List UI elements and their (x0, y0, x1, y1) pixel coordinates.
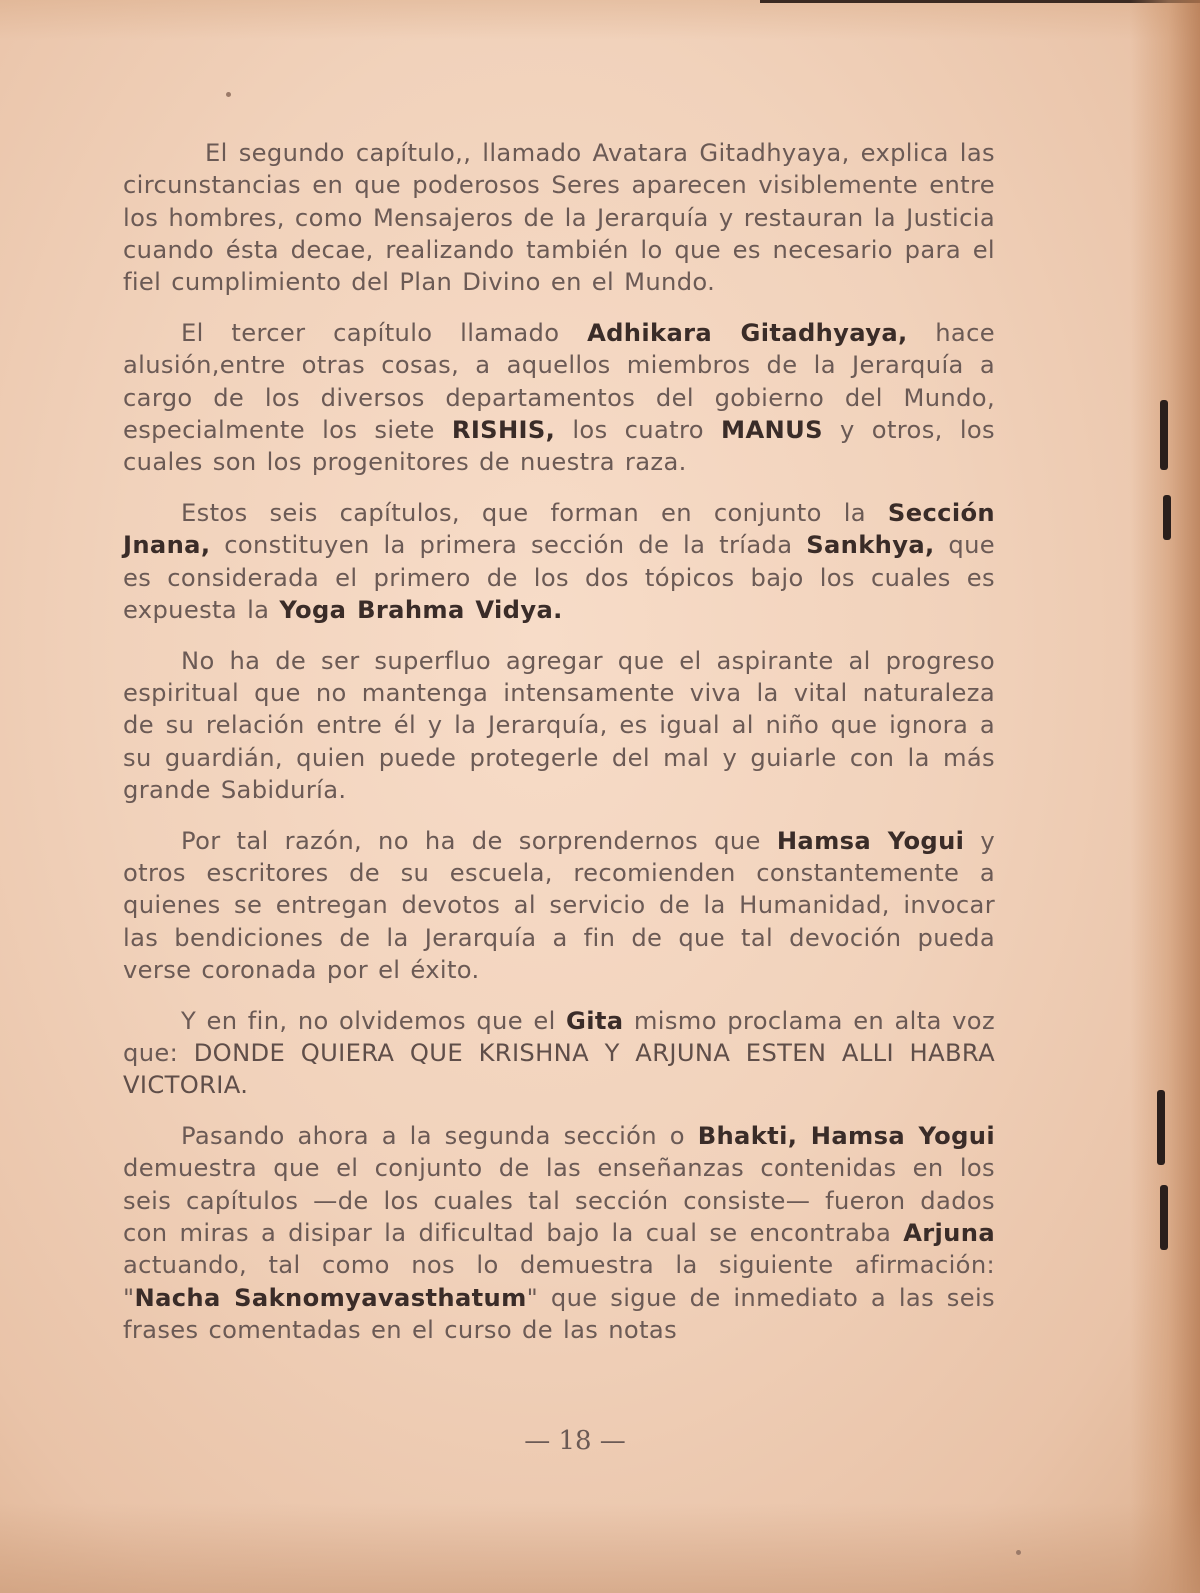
text-run: y otros escritores de su escuela, recomienden constantemente a quienes se entregan devotos al servicio de la Humanidad, invocar las bendiciones de la Jerarquía a fin de que tal devoción pueda verse coronada por el éxito. (123, 826, 995, 984)
text-run: Por tal razón, no ha de sorprendernos que (181, 826, 777, 855)
bold-term: RISHIS, (451, 415, 556, 444)
bold-term: Bhakti, Hamsa Yogui (697, 1122, 995, 1151)
paragraph (123, 825, 995, 986)
text-run: Estos seis capítulos, que forman en conjunto la (181, 498, 888, 527)
binding-staple (1160, 1185, 1168, 1250)
paragraph (123, 497, 995, 626)
binding-edge-shade (1130, 0, 1200, 1593)
bold-term: Yoga Brahma Vidya. (279, 595, 563, 624)
paper-speck (1016, 1550, 1021, 1555)
text-run: y otros, los cuales son los progenitores de nuestra raza. (123, 415, 995, 477)
bold-term: Sección Jnana, (123, 498, 995, 560)
text-run: Y en fin, no olvidemos que el (181, 1006, 567, 1035)
body-text (123, 137, 995, 1365)
bold-term: Nacha Saknomyavasthatum (134, 1283, 527, 1312)
bold-term: Hamsa Yogui (776, 826, 965, 855)
text-run: " que sigue de inmediato a las seis frases comentadas en el curso de las notas (123, 1283, 995, 1344)
text-run: mismo proclama en alta voz que: (123, 1006, 995, 1067)
bold-term: Adhikara Gitadhyaya, (587, 318, 908, 347)
paragraph (123, 317, 995, 478)
caps-quote: DONDE QUIERA QUE KRISHNA Y ARJUNA ESTEN ALLI HABRA VICTORIA. (123, 1038, 995, 1100)
bold-term: Gita (566, 1006, 624, 1035)
text-run: hace alusión,entre otras cosas, a aquellos miembros de la Jerarquía a cargo de los diversos departamentos del gobierno del Mundo, especialmente los siete (123, 318, 995, 444)
bold-term: MANUS (721, 415, 823, 444)
paragraph (123, 1120, 995, 1346)
text-run: actuando, tal como nos lo demuestra la siguiente afirmación: " (123, 1251, 995, 1312)
text-run: que es considerada el primero de los dos tópicos bajo los cuales es expuesta la (123, 531, 995, 624)
page-top-shade (0, 0, 1200, 40)
text-run: No ha de ser superfluo agregar que el aspirante al progreso espiritual que no mantenga intensamente viva la vital naturaleza de su relación entre él y la Jerarquía, es igual al niño que ignora a su guardián, quien puede protegerle del mal y guiarle con la más grande Sabiduría. (123, 646, 995, 804)
bold-term: Arjuna (903, 1218, 995, 1247)
paragraph (123, 645, 995, 806)
bold-term: Sankhya, (806, 531, 935, 560)
text-run: los cuatro (555, 415, 722, 444)
binding-staple (1160, 400, 1168, 470)
paragraph (123, 1005, 995, 1102)
paper-speck (226, 92, 231, 97)
page-bottom-shade (0, 1503, 1200, 1593)
text-run: El segundo capítulo,, llamado Avatara Gitadhyaya, explica las circunstancias en que poderosos Seres aparecen visiblemente entre los hombres, como Mensajeros de la Jerarquía y restauran la Justicia cuando ésta decae, realizando también lo que es necesario para el fiel cumplimiento del Plan Divino en el Mundo. (123, 139, 995, 297)
text-run: Pasando ahora a la segunda sección o (181, 1122, 698, 1151)
paragraph (123, 137, 995, 298)
binding-staple (1157, 1090, 1165, 1165)
text-run: demuestra que el conjunto de las enseñanzas contenidas en los seis capítulos —de los cuales tal sección consiste— fueron dados con miras a disipar la dificultad bajo la cual se encontraba (123, 1154, 995, 1247)
text-run: constituyen la primera sección de la tríada (210, 531, 807, 560)
text-run: El tercer capítulo llamado (181, 318, 588, 347)
page-number: — 18 — (524, 1426, 626, 1456)
binding-staple (1163, 495, 1171, 540)
